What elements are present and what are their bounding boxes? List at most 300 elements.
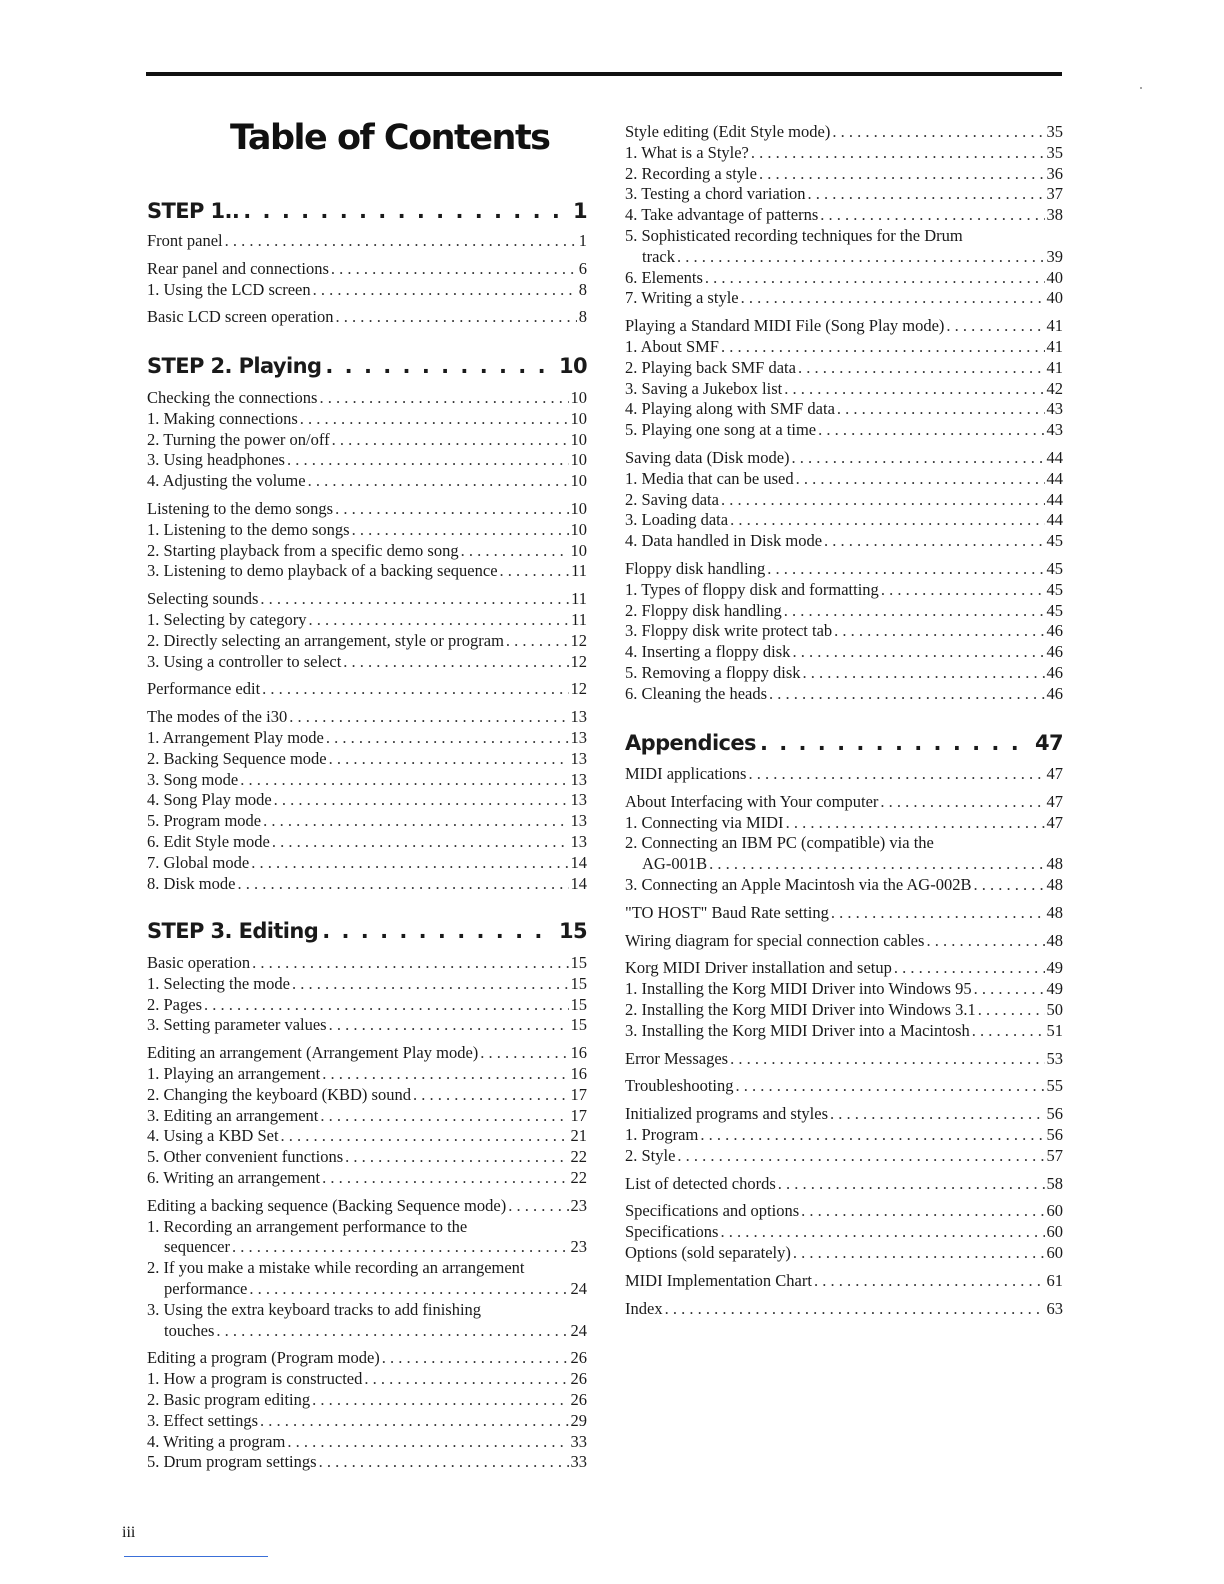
dot-leader <box>832 122 1044 143</box>
toc-entry-title: 1. Installing the Korg MIDI Driver into Windows 95 <box>625 979 972 999</box>
toc-entry-title: 3. Saving a Jukebox list <box>625 378 783 398</box>
toc-entry[interactable] <box>625 420 1063 441</box>
toc-entry-page: 51 <box>1046 1020 1063 1040</box>
toc-entry[interactable] <box>147 1147 587 1168</box>
toc-entry[interactable] <box>147 541 587 562</box>
toc-entry-title: Style editing (Edit Style mode) <box>625 122 831 141</box>
dot-leader <box>252 953 568 974</box>
toc-entry[interactable] <box>625 143 1063 164</box>
toc-entry[interactable] <box>147 1015 587 1036</box>
toc-entry[interactable] <box>147 790 587 811</box>
toc-entry-page: 46 <box>1046 642 1063 662</box>
toc-entry[interactable] <box>625 399 1063 420</box>
toc-entry[interactable] <box>147 471 587 492</box>
section-heading-title: STEP 1.. <box>147 199 240 223</box>
toc-entry-title: 3. Installing the Korg MIDI Driver into a Macintosh <box>625 1020 970 1040</box>
dot-leader <box>820 205 1044 226</box>
dot-leader <box>274 790 569 811</box>
toc-entry-title: 2. Playing back SMF data <box>625 357 796 377</box>
toc-entry[interactable] <box>147 1369 587 1390</box>
toc-entry[interactable] <box>147 1452 587 1473</box>
toc-entry-page: 11 <box>571 609 587 629</box>
dot-leader <box>260 1411 568 1432</box>
toc-entry-title: Editing a program (Program mode) <box>147 1348 380 1368</box>
toc-entry-page: 57 <box>1046 1145 1063 1165</box>
toc-entry[interactable] <box>625 1146 1063 1167</box>
toc-entry-title: 4. Writing a program <box>147 1431 286 1451</box>
dot-leader <box>767 559 1044 580</box>
toc-entry[interactable] <box>625 184 1063 205</box>
dot-leader <box>322 1064 568 1085</box>
toc-entry[interactable] <box>625 490 1063 511</box>
dot-leader <box>830 1104 1045 1125</box>
toc-entry-title: Basic LCD screen operation <box>147 307 334 327</box>
toc-entry[interactable] <box>147 450 587 471</box>
toc-entry-page: 6 <box>578 258 587 278</box>
toc-entry-page: 10 <box>570 471 587 491</box>
toc-entry-title: 5. Program mode <box>147 811 262 831</box>
dot-leader <box>784 379 1044 400</box>
toc-entry-title: 3. Using headphones <box>147 450 285 470</box>
toc-entry-title: Listening to the demo songs <box>147 498 334 518</box>
toc-entry[interactable] <box>147 974 587 995</box>
toc-entry-title: Wiring diagram for special connection cables <box>625 930 925 950</box>
dot-leader <box>263 811 568 832</box>
toc-entry-page: 12 <box>570 630 587 650</box>
toc-entry-page: 13 <box>570 748 587 768</box>
dot-leader <box>837 399 1045 420</box>
toc-entry-title: 3. Effect settings <box>147 1410 259 1430</box>
toc-entry-page: 12 <box>570 679 587 699</box>
dot-leader <box>834 621 1044 642</box>
dot-leader <box>831 903 1045 924</box>
toc-entry-page: 23 <box>570 1237 587 1257</box>
toc-entry[interactable] <box>625 1000 1063 1021</box>
dot-leader <box>700 1125 1044 1146</box>
toc-entry-page: 10 <box>570 519 587 539</box>
toc-entry[interactable] <box>625 164 1063 185</box>
dot-leader <box>352 520 569 541</box>
toc-entry-title: 2. Pages <box>147 994 202 1014</box>
toc-entry[interactable] <box>147 1390 587 1411</box>
toc-entry[interactable] <box>147 749 587 770</box>
toc-entry-title: 2. Installing the Korg MIDI Driver into Windows 3.1 <box>625 999 976 1019</box>
toc-entry[interactable] <box>625 903 1063 924</box>
toc-entry[interactable] <box>625 1049 1063 1070</box>
toc-entry-page: 10 <box>570 540 587 560</box>
toc-entry-title: 1. Making connections <box>147 408 298 428</box>
toc-entry-title: Index <box>625 1298 663 1318</box>
toc-entry[interactable] <box>625 268 1063 289</box>
toc-entry[interactable] <box>147 995 587 1016</box>
toc-entry-page: 15 <box>570 1015 587 1035</box>
toc-entry[interactable] <box>625 1201 1063 1222</box>
toc-entry-page: 47 <box>1046 812 1063 832</box>
toc-entry-page: 24 <box>570 1278 587 1298</box>
toc-entry[interactable] <box>147 631 587 652</box>
toc-entry[interactable] <box>625 854 1063 875</box>
dot-leader <box>329 1015 569 1036</box>
toc-entry-page: 41 <box>1046 316 1063 336</box>
dot-leader <box>272 832 569 853</box>
toc-entry[interactable] <box>147 1043 587 1064</box>
dot-leader <box>793 1243 1045 1264</box>
toc-entry[interactable] <box>147 1432 587 1453</box>
toc-entry-page: 21 <box>570 1126 587 1146</box>
toc-entry[interactable] <box>625 1104 1063 1125</box>
toc-entry[interactable] <box>147 1411 587 1432</box>
toc-entry-page: 10 <box>570 498 587 518</box>
dot-leader <box>461 541 569 562</box>
toc-entry-page: 43 <box>1046 399 1063 419</box>
toc-entry-page: 10 <box>570 450 587 470</box>
toc-entry-page: 10 <box>570 388 587 407</box>
toc-entry-title: 3. Floppy disk write protect tab <box>625 621 833 641</box>
toc-entry-page: 46 <box>1046 662 1063 682</box>
section-heading[interactable] <box>147 918 587 944</box>
page-title: Table of Contents <box>230 118 550 158</box>
toc-entry-title: 1. How a program is constructed <box>147 1369 363 1389</box>
toc-entry-title: 2. Directly selecting an arrangement, style or program <box>147 630 504 650</box>
dot-leader <box>322 1168 568 1189</box>
toc-entry-title: Floppy disk handling <box>625 558 766 578</box>
toc-entry[interactable] <box>625 469 1063 490</box>
toc-entry[interactable] <box>147 679 587 700</box>
dot-leader <box>730 510 1044 531</box>
section-heading[interactable] <box>147 353 587 379</box>
toc-entry[interactable] <box>625 559 1063 580</box>
toc-entry[interactable] <box>625 663 1063 684</box>
toc-entry[interactable] <box>625 531 1063 552</box>
toc-entry[interactable] <box>147 1321 587 1342</box>
toc-entry[interactable] <box>625 1076 1063 1097</box>
dot-leader <box>240 770 568 791</box>
dot-leader <box>308 471 569 492</box>
toc-entry-title: 2. Connecting an IBM PC (compatible) via the <box>625 833 934 853</box>
toc-entry[interactable] <box>147 430 587 451</box>
toc-entry[interactable] <box>147 1064 587 1085</box>
toc-entry-page: 61 <box>1046 1270 1063 1290</box>
toc-entry[interactable] <box>625 205 1063 226</box>
toc-entry-page: 16 <box>570 1043 587 1063</box>
dot-leader <box>736 1076 1045 1097</box>
toc-entry[interactable] <box>147 307 587 328</box>
dot-leader <box>721 490 1045 511</box>
toc-entry-title: 2. Changing the keyboard (KBD) sound <box>147 1084 411 1104</box>
dot-leader <box>382 1348 569 1369</box>
section-step3 <box>147 918 587 1473</box>
toc-entry-page: 48 <box>1046 854 1063 874</box>
toc-entry[interactable] <box>625 580 1063 601</box>
toc-entry-title: 3. Testing a chord variation <box>625 184 806 204</box>
toc-entry-page: 43 <box>1046 420 1063 440</box>
toc-entry[interactable] <box>147 1168 587 1189</box>
dot-leader <box>345 1147 568 1168</box>
toc-entry-page: 44 <box>1046 510 1063 530</box>
dot-leader <box>677 1146 1044 1167</box>
toc-entry[interactable] <box>625 448 1063 469</box>
section-heading-title: STEP 2. Playing <box>147 354 322 378</box>
toc-entry-title: 3. Using the extra keyboard tracks to add finishing <box>147 1299 482 1319</box>
toc-entry-page: 38 <box>1046 205 1063 225</box>
section-heading-title: Appendices <box>625 731 756 755</box>
toc-entry[interactable] <box>147 1279 587 1300</box>
toc-entry-page: 46 <box>1046 621 1063 641</box>
toc-entry-page: 14 <box>570 852 587 872</box>
toc-entry-title: 4. Adjusting the volume <box>147 471 306 491</box>
toc-entry-title: The modes of the i30 <box>147 707 288 727</box>
toc-entry[interactable] <box>147 231 587 252</box>
toc-entry[interactable] <box>147 832 587 853</box>
section-heading[interactable] <box>147 198 587 224</box>
dot-leader <box>784 601 1045 622</box>
dot-leader <box>289 707 568 728</box>
dot-leader <box>801 1201 1044 1222</box>
toc-entry[interactable] <box>625 379 1063 400</box>
toc-entry-title: 6. Edit Style mode <box>147 831 270 851</box>
toc-entry[interactable] <box>625 601 1063 622</box>
dot-leader <box>237 874 568 895</box>
toc-entry[interactable] <box>625 875 1063 896</box>
toc-entry-page: 12 <box>570 651 587 671</box>
section-heading-page: 1 <box>572 199 587 223</box>
toc-entry-page: 33 <box>570 1431 587 1451</box>
toc-entry[interactable] <box>147 1106 587 1127</box>
toc-entry-continuation: sequencer <box>164 1237 230 1257</box>
dot-leader <box>292 974 569 995</box>
toc-entry-page: 60 <box>1046 1201 1063 1221</box>
toc-entry-title: Error Messages <box>625 1048 729 1068</box>
dot-leader <box>677 247 1045 268</box>
toc-entry-continuation: touches <box>164 1320 215 1340</box>
dot-leader <box>721 337 1045 358</box>
toc-entry[interactable] <box>625 958 1063 979</box>
dot-leader <box>308 610 569 631</box>
dot-leader <box>748 764 1044 785</box>
toc-entry-title: 7. Global mode <box>147 852 250 872</box>
toc-entry-page: 35 <box>1046 142 1063 162</box>
toc-entry-title: 2. Floppy disk handling <box>625 600 782 620</box>
toc-entry[interactable] <box>147 728 587 749</box>
toc-entry[interactable] <box>625 684 1063 705</box>
toc-entry[interactable] <box>625 122 1063 143</box>
toc-entry-title: 6. Cleaning the heads <box>625 683 768 703</box>
section-appendices <box>625 730 1063 1319</box>
toc-entry[interactable] <box>625 1271 1063 1292</box>
toc-entry-title: 8. Disk mode <box>147 873 236 893</box>
toc-entry-title: About Interfacing with Your computer <box>625 791 879 811</box>
toc-entry[interactable] <box>625 1125 1063 1146</box>
toc-entry-title: 2. If you make a mistake while recording an arrangement <box>147 1258 525 1278</box>
toc-entry-continuation: performance <box>164 1278 248 1298</box>
toc-entry-title: Basic operation <box>147 953 251 972</box>
toc-entry-page: 24 <box>570 1320 587 1340</box>
section-step2 <box>147 353 587 894</box>
scan-speck <box>1140 87 1142 89</box>
toc-entry-title: 1. Recording an arrangement performance to the <box>147 1216 468 1236</box>
toc-entry-title: 1. Listening to the demo songs <box>147 519 350 539</box>
toc-entry[interactable] <box>147 1085 587 1106</box>
toc-entry[interactable] <box>147 874 587 895</box>
dot-leader <box>319 1452 569 1473</box>
toc-entry[interactable] <box>147 1348 587 1369</box>
toc-entry-page: 15 <box>570 994 587 1014</box>
toc-entry[interactable] <box>147 259 587 280</box>
toc-entry[interactable] <box>147 770 587 791</box>
toc-entry[interactable] <box>147 811 587 832</box>
toc-entry[interactable] <box>625 813 1063 834</box>
toc-entry[interactable] <box>147 280 587 301</box>
dot-leader <box>300 409 569 430</box>
toc-entry[interactable] <box>625 1222 1063 1243</box>
toc-entry[interactable] <box>625 931 1063 952</box>
dot-leader <box>249 1279 568 1300</box>
toc-entry-page: 33 <box>570 1452 587 1472</box>
toc-entry-page: 10 <box>570 408 587 428</box>
toc-entry-title: Korg MIDI Driver installation and setup <box>625 958 892 978</box>
toc-entry-title: 2. Basic program editing <box>147 1389 311 1409</box>
toc-entry[interactable] <box>147 1196 587 1217</box>
toc-entry-title: 4. Song Play mode <box>147 790 272 810</box>
toc-entry-page: 56 <box>1046 1124 1063 1144</box>
toc-entry-page: 41 <box>1046 357 1063 377</box>
toc-entry[interactable] <box>625 792 1063 813</box>
dot-leader <box>894 958 1045 979</box>
dot-leader <box>413 1085 569 1106</box>
toc-entry-page: 53 <box>1046 1048 1063 1068</box>
toc-entry[interactable] <box>625 316 1063 337</box>
toc-entry-page: 23 <box>570 1195 587 1215</box>
toc-entry[interactable] <box>147 561 587 582</box>
toc-entry-title: Rear panel and connections <box>147 258 329 278</box>
toc-entry[interactable] <box>147 707 587 728</box>
toc-entry-title: 1. What is a Style? <box>625 142 749 162</box>
toc-entry-title: 1. Arrangement Play mode <box>147 727 324 747</box>
toc-entry[interactable] <box>147 853 587 874</box>
toc-entry[interactable] <box>147 589 587 610</box>
toc-entry-page: 45 <box>1046 600 1063 620</box>
dot-leader <box>881 580 1045 601</box>
dot-leader <box>759 164 1045 185</box>
toc-entry[interactable] <box>147 1126 587 1147</box>
toc-entry-page: 60 <box>1046 1242 1063 1262</box>
dot-leader <box>796 469 1045 490</box>
toc-entry-title: 2. Recording a style <box>625 163 757 183</box>
section-heading[interactable] <box>625 730 1063 756</box>
toc-entry[interactable] <box>625 1243 1063 1264</box>
toc-entry-page: 48 <box>1046 930 1063 950</box>
dot-leader <box>326 728 569 749</box>
toc-entry-title: Checking the connections <box>147 388 318 407</box>
toc-entry-title: 4. Using a KBD Set <box>147 1126 279 1146</box>
dot-leader <box>216 1321 568 1342</box>
toc-entry-page: 36 <box>1046 163 1063 183</box>
toc-entry-page: 1 <box>578 231 587 250</box>
toc-entry-title: 3. Using a controller to select <box>147 651 342 671</box>
toc-entry-title: Performance edit <box>147 679 261 699</box>
toc-entry-title: Editing a backing sequence (Backing Sequence mode) <box>147 1195 507 1215</box>
toc-entry[interactable] <box>625 621 1063 642</box>
dot-leader <box>332 430 569 451</box>
toc-entry-title: 1. Media that can be used <box>625 468 794 488</box>
dot-leader <box>225 231 577 252</box>
toc-entry-title: 5. Other convenient functions <box>147 1147 344 1167</box>
toc-entry-title: 4. Take advantage of patterns <box>625 205 819 225</box>
toc-entry[interactable] <box>625 1299 1063 1320</box>
toc-entry-title: 3. Editing an arrangement <box>147 1105 319 1125</box>
toc-entry-page: 41 <box>1046 336 1063 356</box>
toc-entry-page: 46 <box>1046 683 1063 703</box>
dot-leader <box>709 854 1044 875</box>
toc-entry[interactable] <box>625 764 1063 785</box>
dot-leader <box>778 1174 1045 1195</box>
toc-entry-page: 44 <box>1046 489 1063 509</box>
dot-leader <box>972 1021 1045 1042</box>
dot-leader <box>798 358 1045 379</box>
toc-entry-continuation: track <box>642 246 675 266</box>
toc-entry[interactable] <box>625 358 1063 379</box>
toc-entry-page: 17 <box>570 1084 587 1104</box>
toc-entry-title: Front panel <box>147 231 223 250</box>
toc-entry-page: 26 <box>570 1389 587 1409</box>
toc-entry[interactable] <box>147 520 587 541</box>
toc-entry-page: 37 <box>1046 184 1063 204</box>
toc-entry[interactable] <box>625 510 1063 531</box>
toc-entry[interactable] <box>147 388 587 409</box>
toc-entry-page: 47 <box>1046 764 1063 783</box>
toc-entry[interactable] <box>147 409 587 430</box>
toc-entry[interactable] <box>147 652 587 673</box>
toc-entry[interactable] <box>625 1174 1063 1195</box>
dot-leader <box>312 1390 568 1411</box>
toc-entry-page: 11 <box>571 561 587 581</box>
toc-entry-title: 6. Elements <box>625 267 703 287</box>
dot-leader <box>480 1043 568 1064</box>
toc-entry[interactable] <box>625 1021 1063 1042</box>
toc-entry-page: 29 <box>570 1410 587 1430</box>
toc-entry[interactable] <box>625 979 1063 1000</box>
toc-entry-title: 6. Writing an arrangement <box>147 1167 321 1187</box>
toc-entry[interactable] <box>625 247 1063 268</box>
toc-entry[interactable] <box>625 642 1063 663</box>
dot-leader <box>741 288 1045 309</box>
toc-entry-title: 4. Data handled in Disk mode <box>625 531 823 551</box>
toc-entry-page: 49 <box>1046 979 1063 999</box>
dot-leader <box>287 450 569 471</box>
toc-entry[interactable] <box>625 288 1063 309</box>
toc-entry-title: 1. Using the LCD screen <box>147 279 311 299</box>
toc-entry[interactable] <box>147 1237 587 1258</box>
toc-entry-page: 16 <box>570 1063 587 1083</box>
toc-entry-title: 3. Song mode <box>147 769 239 789</box>
dot-leader <box>506 631 569 652</box>
dot-leader <box>508 1196 568 1217</box>
toc-entry-page: 47 <box>1046 791 1063 811</box>
toc-entry[interactable] <box>147 953 587 974</box>
toc-entry-page: 14 <box>570 873 587 893</box>
toc-entry-page: 26 <box>570 1348 587 1368</box>
toc-entry-title: 7. Writing a style <box>625 288 739 308</box>
dot-leader <box>926 931 1044 952</box>
toc-entry-page: 13 <box>570 707 587 727</box>
toc-entry-title: 1. Program <box>625 1124 699 1144</box>
dot-leader <box>665 1299 1045 1320</box>
page-number: iii <box>122 1524 136 1541</box>
dot-leader <box>287 1432 568 1453</box>
toc-entry[interactable] <box>147 499 587 520</box>
toc-entry[interactable] <box>625 337 1063 358</box>
toc-entry[interactable] <box>147 610 587 631</box>
